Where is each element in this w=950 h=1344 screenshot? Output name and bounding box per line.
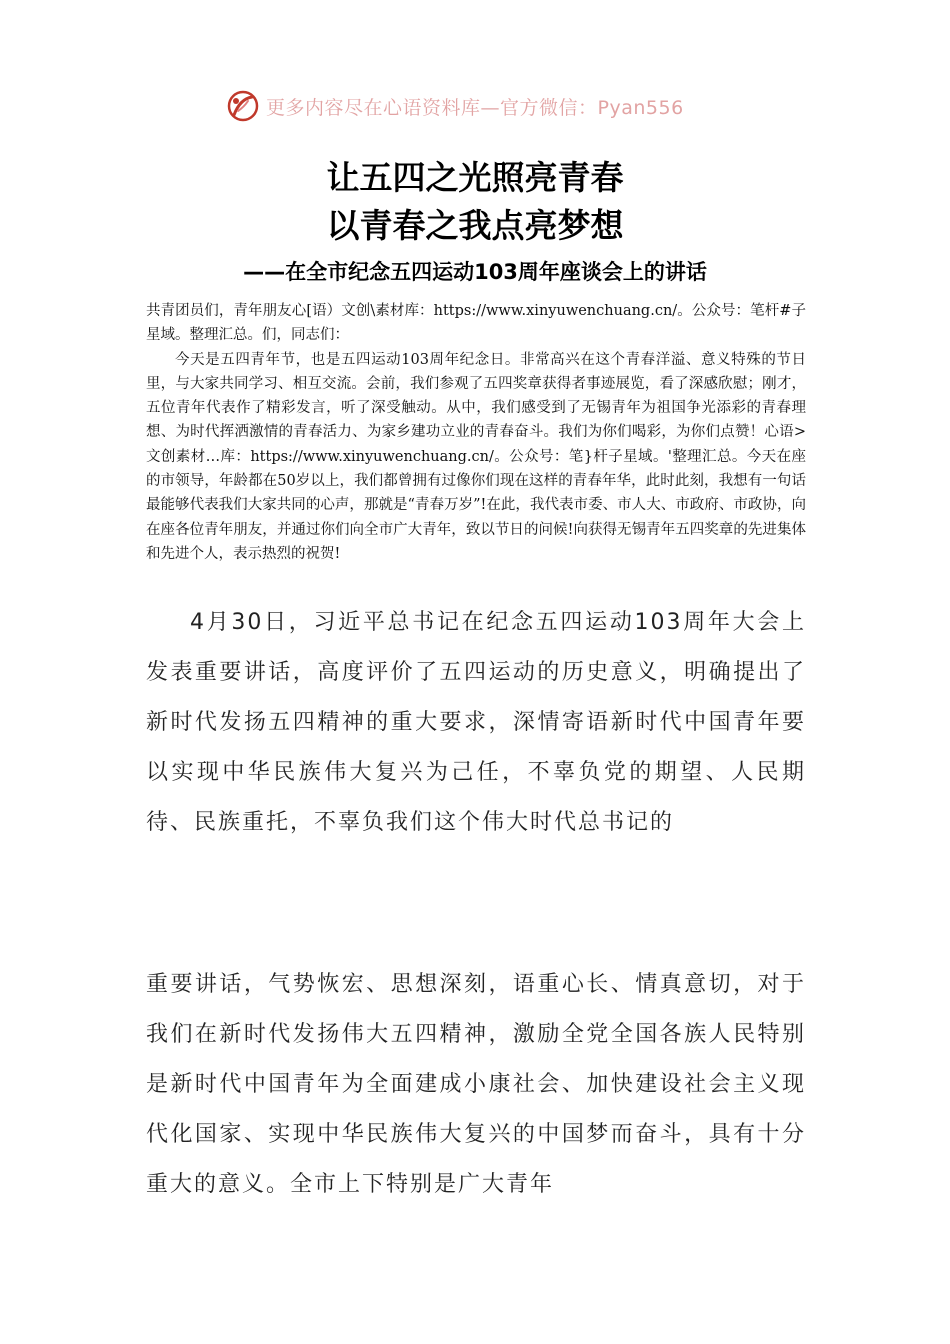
title-line-1: 让五四之光照亮青春 xyxy=(326,158,624,197)
watermark-text xyxy=(266,93,684,120)
title-line-2: 以青春之我点亮梦想 xyxy=(326,206,624,245)
watermark-text-cn: 更多内容尽在心语资料库—官方微信： xyxy=(266,96,598,119)
watermark-wechat-id: Pyan556 xyxy=(597,96,684,119)
intro-paragraph-greeting: 共青团员们，青年朋友心[语）文创\素材库：https://www.xinyuwenchuang.cn/。公众号：笔杆#子星域。整理汇总。们，同志们： xyxy=(146,303,806,344)
intro-paragraph-main: 今天是五四青年节，也是五四运动103周年纪念日。非常高兴在这个青春洋溢、意义特殊的节日里，与大家共同学习、相互交流。会前，我们参观了五四奖章获得者事迹展览，看了深感欣慰；刚才，五位青年代表作了精彩发言，听了深受触动。从中，我们感受到了无锡青年为祖国争光添彩的青春理想、为时代挥洒激情的青春活力、为家乡建功立业的青春奋斗。我们为你们喝彩，为你们点赞！心语>文创素材…库：https://www.xinyuwenchuang.cn/。公众号：笔}杆子星域。'整理汇总。今天在座的市领导，年龄都在50岁以上，我们都曾拥有过像你们现在这样的青春年华，此时此刻，我想有一句话最能够代表我们大家共同的心声，那就是“青春万岁”!在此，我代表市委、市人大、市政府、市政协，向在座各位青年朋友，并通过你们向全市广大青年，致以节日的问候!向获得无锡青年五四奖章的先进集体和先进个人，表示热烈的祝贺! xyxy=(146,351,806,562)
watermark-banner xyxy=(226,86,684,126)
subtitle: ——在全市纪念五四运动103周年座谈会上的讲话 xyxy=(243,260,707,284)
intro-section xyxy=(146,299,806,566)
body-paragraph-2: 重要讲话，气势恢宏、思想深刻，语重心长、情真意切，对于我们在新时代发扬伟大五四精神，激励全党全国各族人民特别是新时代中国青年为全面建成小康社会、加快建设社会主义现代化国家、实现中华民族伟大复兴的中国梦而奋斗，具有十分重大的意义。全市上下特别是广大青年 xyxy=(146,972,806,1197)
body-section-2 xyxy=(146,960,806,1210)
body-section-1 xyxy=(146,598,806,848)
body-paragraph-1: 4月30日，习近平总书记在纪念五四运动103周年大会上发表重要讲话，高度评价了五四运动的历史意义，明确提出了新时代发扬五四精神的重大要求，深情寄语新时代中国青年要以实现中华民族伟大复兴为己任，不辜负党的期望、人民期待、民族重托，不辜负我们这个伟大时代总书记的 xyxy=(146,610,806,835)
brand-logo-icon xyxy=(226,89,260,123)
